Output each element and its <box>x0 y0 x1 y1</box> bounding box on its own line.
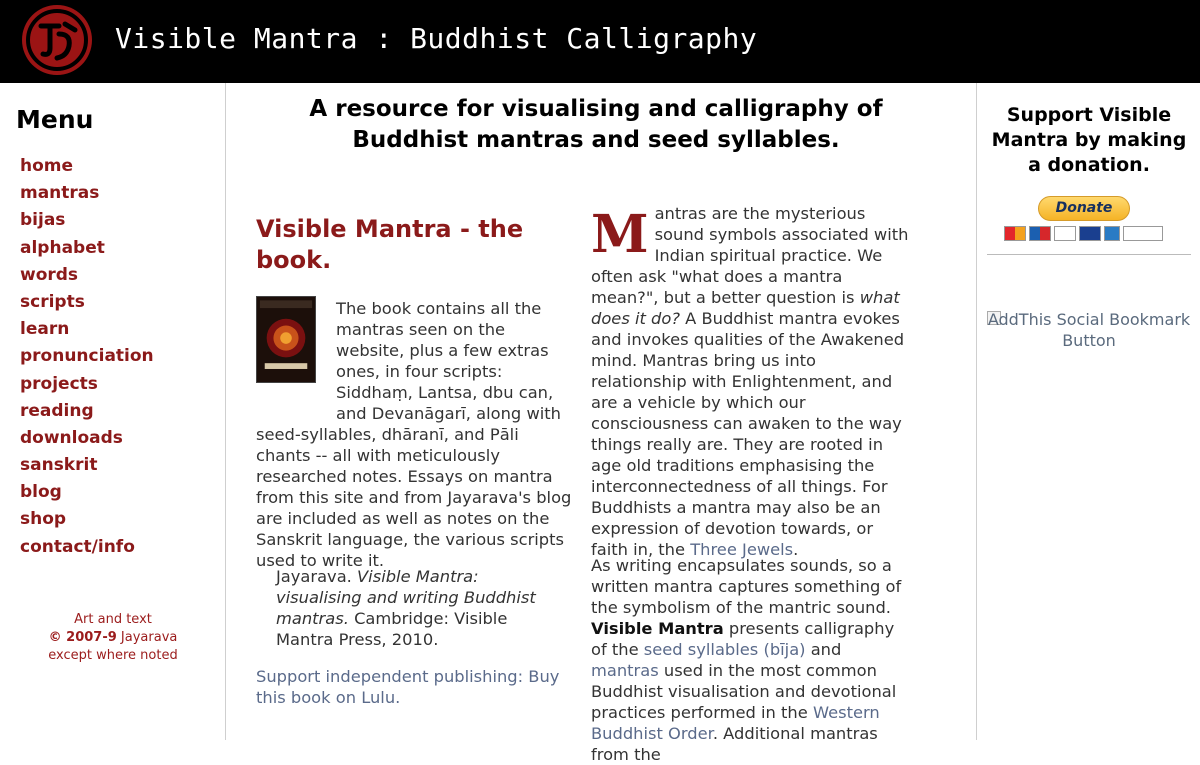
maestro-icon <box>1029 226 1051 241</box>
menu-item-mantras[interactable]: mantras <box>20 183 100 204</box>
intro-p2-text-d: used in the most common Buddhist visualisation and devotional practices performed in the <box>591 661 897 722</box>
dropcap-letter: M <box>591 204 649 265</box>
intro-p2-text-a: As writing encapsulates sounds, so a written mantra captures something of the symbolism of the mantric sound. <box>591 556 902 617</box>
intro-p2-strong: Visible Mantra <box>591 619 724 638</box>
credits-author: Jayarava <box>120 630 178 645</box>
menu-item-sanskrit[interactable]: sanskrit <box>20 455 98 476</box>
book-citation <box>276 566 536 650</box>
intro-p2-text-c: and <box>805 640 842 659</box>
book-title: Visible Mantra - the book. <box>256 215 524 274</box>
menu-item-bijas[interactable]: bijas <box>20 210 66 231</box>
cover-spacer <box>256 298 336 424</box>
visa-icon <box>1054 226 1076 241</box>
menu-item-learn[interactable]: learn <box>20 319 70 340</box>
logo-seal-icon[interactable] <box>21 4 93 76</box>
book-description-text: The book contains all the mantras seen on the website, plus a few extras ones, in four scripts: Siddhaṃ, Lantsa, dbu can, and Devanāgarī, along with seed-syllables, dhāranī, and Pāli chants -- all with meticulously researched notes. Essays on mantra from this site and from Jayarava's blog are included as well as notes on the Sanskrit language, the various scripts used to write it. <box>256 299 572 570</box>
western-buddhist-order-link[interactable]: Western Buddhist Order <box>591 703 880 743</box>
intro-p1-end: . <box>793 540 799 559</box>
lulu-link-alt[interactable]: Support independent publishing: Buy this book on Lulu. <box>256 667 560 707</box>
addthis-bookmark-button[interactable]: AddThis Social Bookmark Button <box>987 310 1191 350</box>
menu-item-scripts[interactable]: scripts <box>20 291 85 312</box>
intro-p2-text-e: . Additional mantras from the <box>591 724 878 764</box>
visa-electron-icon <box>1079 226 1101 241</box>
page-tagline: A resource for visualising and calligraphy of Buddhist mantras and seed syllables. <box>309 96 883 153</box>
credits-line3: except where noted <box>48 648 178 663</box>
intro-p1-text-a: antras are the mysterious sound symbols associated with Indian spiritual practice. We often ask "what does a mantra mean?", but a better question is <box>591 204 909 307</box>
payment-cards <box>1004 226 1174 242</box>
lulu-buy-link[interactable] <box>256 666 576 708</box>
credits-line2 <box>0 629 226 647</box>
intro-p2-text-b: presents calligraphy of the <box>591 619 895 659</box>
left-sidebar <box>0 83 226 740</box>
mastercard-icon <box>1004 226 1026 241</box>
menu-item-pronunciation[interactable]: pronunciation <box>20 346 154 367</box>
menu-item-contact-info[interactable]: contact/info <box>20 536 135 557</box>
citation-author: Jayarava. <box>276 567 352 586</box>
mantras-link[interactable]: mantras <box>591 661 659 680</box>
intro-p1-emphasis: what does it do? <box>591 288 900 328</box>
copyright: © 2007-9 <box>48 630 117 645</box>
seed-syllables-link[interactable]: seed syllables (bīja) <box>643 640 806 659</box>
menu-title: Menu <box>16 105 94 134</box>
credits <box>0 611 226 665</box>
site-title: Visible Mantra : Buddhist Calligraphy <box>115 22 758 55</box>
main-menu <box>20 155 154 563</box>
menu-item-shop[interactable]: shop <box>20 509 67 530</box>
menu-item-words[interactable]: words <box>20 264 79 285</box>
menu-item-projects[interactable]: projects <box>20 373 98 394</box>
menu-item-alphabet[interactable]: alphabet <box>20 237 105 258</box>
book-description <box>256 298 576 571</box>
amex-icon <box>1104 226 1120 241</box>
citation-title: Visible Mantra: visualising and writing Buddhist mantras. <box>276 567 536 628</box>
credits-line1: Art and text <box>74 612 152 627</box>
menu-item-blog[interactable]: blog <box>20 482 62 503</box>
menu-item-home[interactable]: home <box>20 156 74 176</box>
site-header <box>0 0 1200 83</box>
intro-p1-text-b: A Buddhist mantra evokes and invokes qualities of the Awakened mind. Mantras bring us into relationship with Enlightenment, and are a vehicle by which our consciousness can awaken to the way things really are. They are rooted in age old traditions emphasising the interconnectedness of all things. For Buddhists a mantra may also be an expression of devotion towards, or faith in, the <box>591 309 905 559</box>
menu-item-downloads[interactable]: downloads <box>20 427 123 448</box>
book-section <box>256 214 576 707</box>
donate-button[interactable]: Donate <box>1038 196 1130 221</box>
menu-item-reading[interactable]: reading <box>20 400 94 421</box>
donation-appeal: Support Visible Mantra by making a donation. <box>991 104 1187 176</box>
intro-paragraph-1 <box>591 203 909 560</box>
right-divider <box>987 254 1191 255</box>
citation-publisher: Cambridge: Visible Mantra Press, 2010. <box>276 609 508 649</box>
intro-paragraph-2 <box>591 555 909 765</box>
right-sidebar <box>976 83 1200 740</box>
three-jewels-link[interactable]: Three Jewels <box>690 540 794 559</box>
direct-debit-icon <box>1123 226 1163 241</box>
